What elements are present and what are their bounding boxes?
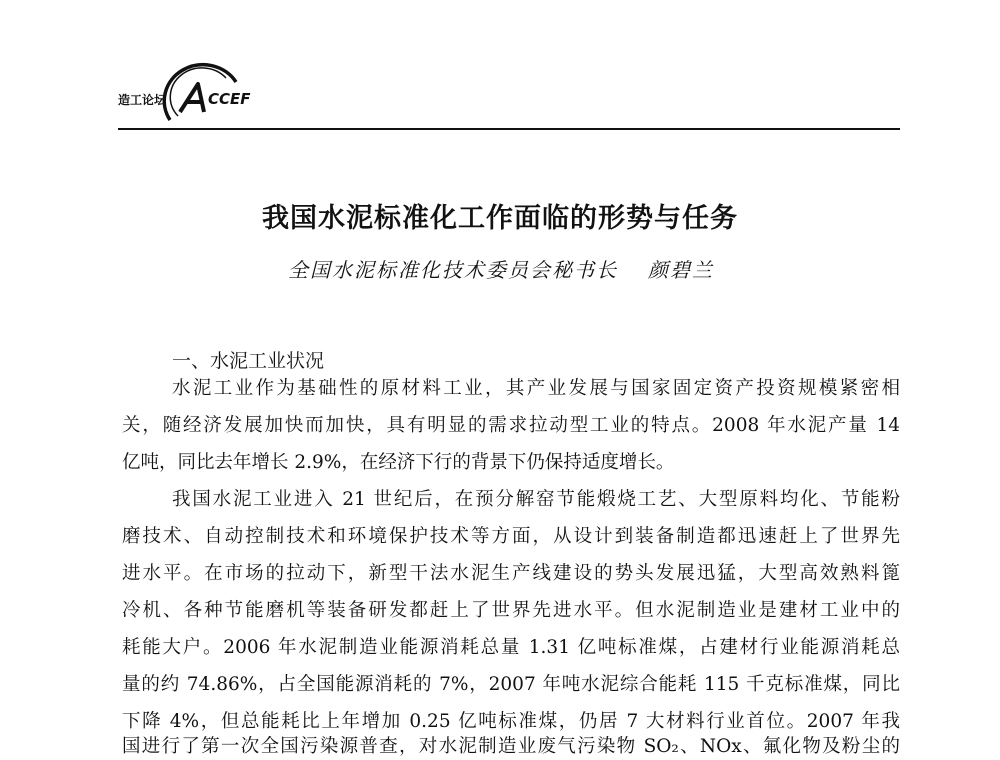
paragraph-line: 下降 4%，但总能耗比上年增加 0.25 亿吨标准煤，仍居 7 大材料行业首位。2007 年我 (122, 711, 900, 732)
paragraph-line: 我国水泥工业进入 21 世纪后，在预分解窑节能煅烧工艺、大型原料均化、节能粉 (172, 489, 900, 510)
paragraph-line: 进水平。在市场的拉动下，新型干法水泥生产线建设的势头发展迅猛，大型高效熟料篦 (122, 563, 900, 584)
logo-text-right: CCEF (208, 90, 251, 108)
paragraph-line: 国进行了第一次全国污染源普查，对水泥制造业废气污染物 SO₂、NOx、氟化物及粉尘的 (122, 736, 900, 757)
byline-organization: 全国水泥标准化技术委员会秘书长 (288, 258, 618, 282)
paragraph-line: 量的约 74.86%，占全国能源消耗的 7%，2007 年吨水泥综合能耗 115 千克标准煤，同比 (122, 674, 900, 695)
header-divider (118, 128, 900, 130)
paragraph-line: 关，随经济发展加快而加快，具有明显的需求拉动型工业的特点。2008 年水泥产量 14 (122, 415, 900, 436)
article-title: 我国水泥标准化工作面临的形势与任务 (262, 203, 738, 234)
byline-author: 颜碧兰 (648, 258, 714, 282)
paragraph-line: 亿吨，同比去年增长 2.9%，在经济下行的背景下仍保持适度增长。 (122, 452, 675, 473)
paragraph-line: 磨技术、自动控制技术和环境保护技术等方面，从设计到装备制造都迅速赶上了世界先 (122, 526, 900, 547)
byline (288, 254, 714, 283)
paragraph-line: 水泥工业作为基础性的原材料工业，其产业发展与国家固定资产投资规模紧密相 (172, 378, 900, 399)
ccef-logo-icon (118, 62, 268, 128)
paragraph-line: 冷机、各种节能磨机等装备研发都赶上了世界先进水平。但水泥制造业是建材工业中的 (122, 600, 900, 621)
logo-text-left: 造工论坛 (118, 93, 167, 107)
ccef-logo (118, 62, 268, 128)
section-heading: 一、水泥工业状况 (172, 350, 325, 372)
paragraph-line: 耗能大户。2006 年水泥制造业能源消耗总量 1.31 亿吨标准煤，占建材行业能源消耗总 (122, 637, 900, 658)
